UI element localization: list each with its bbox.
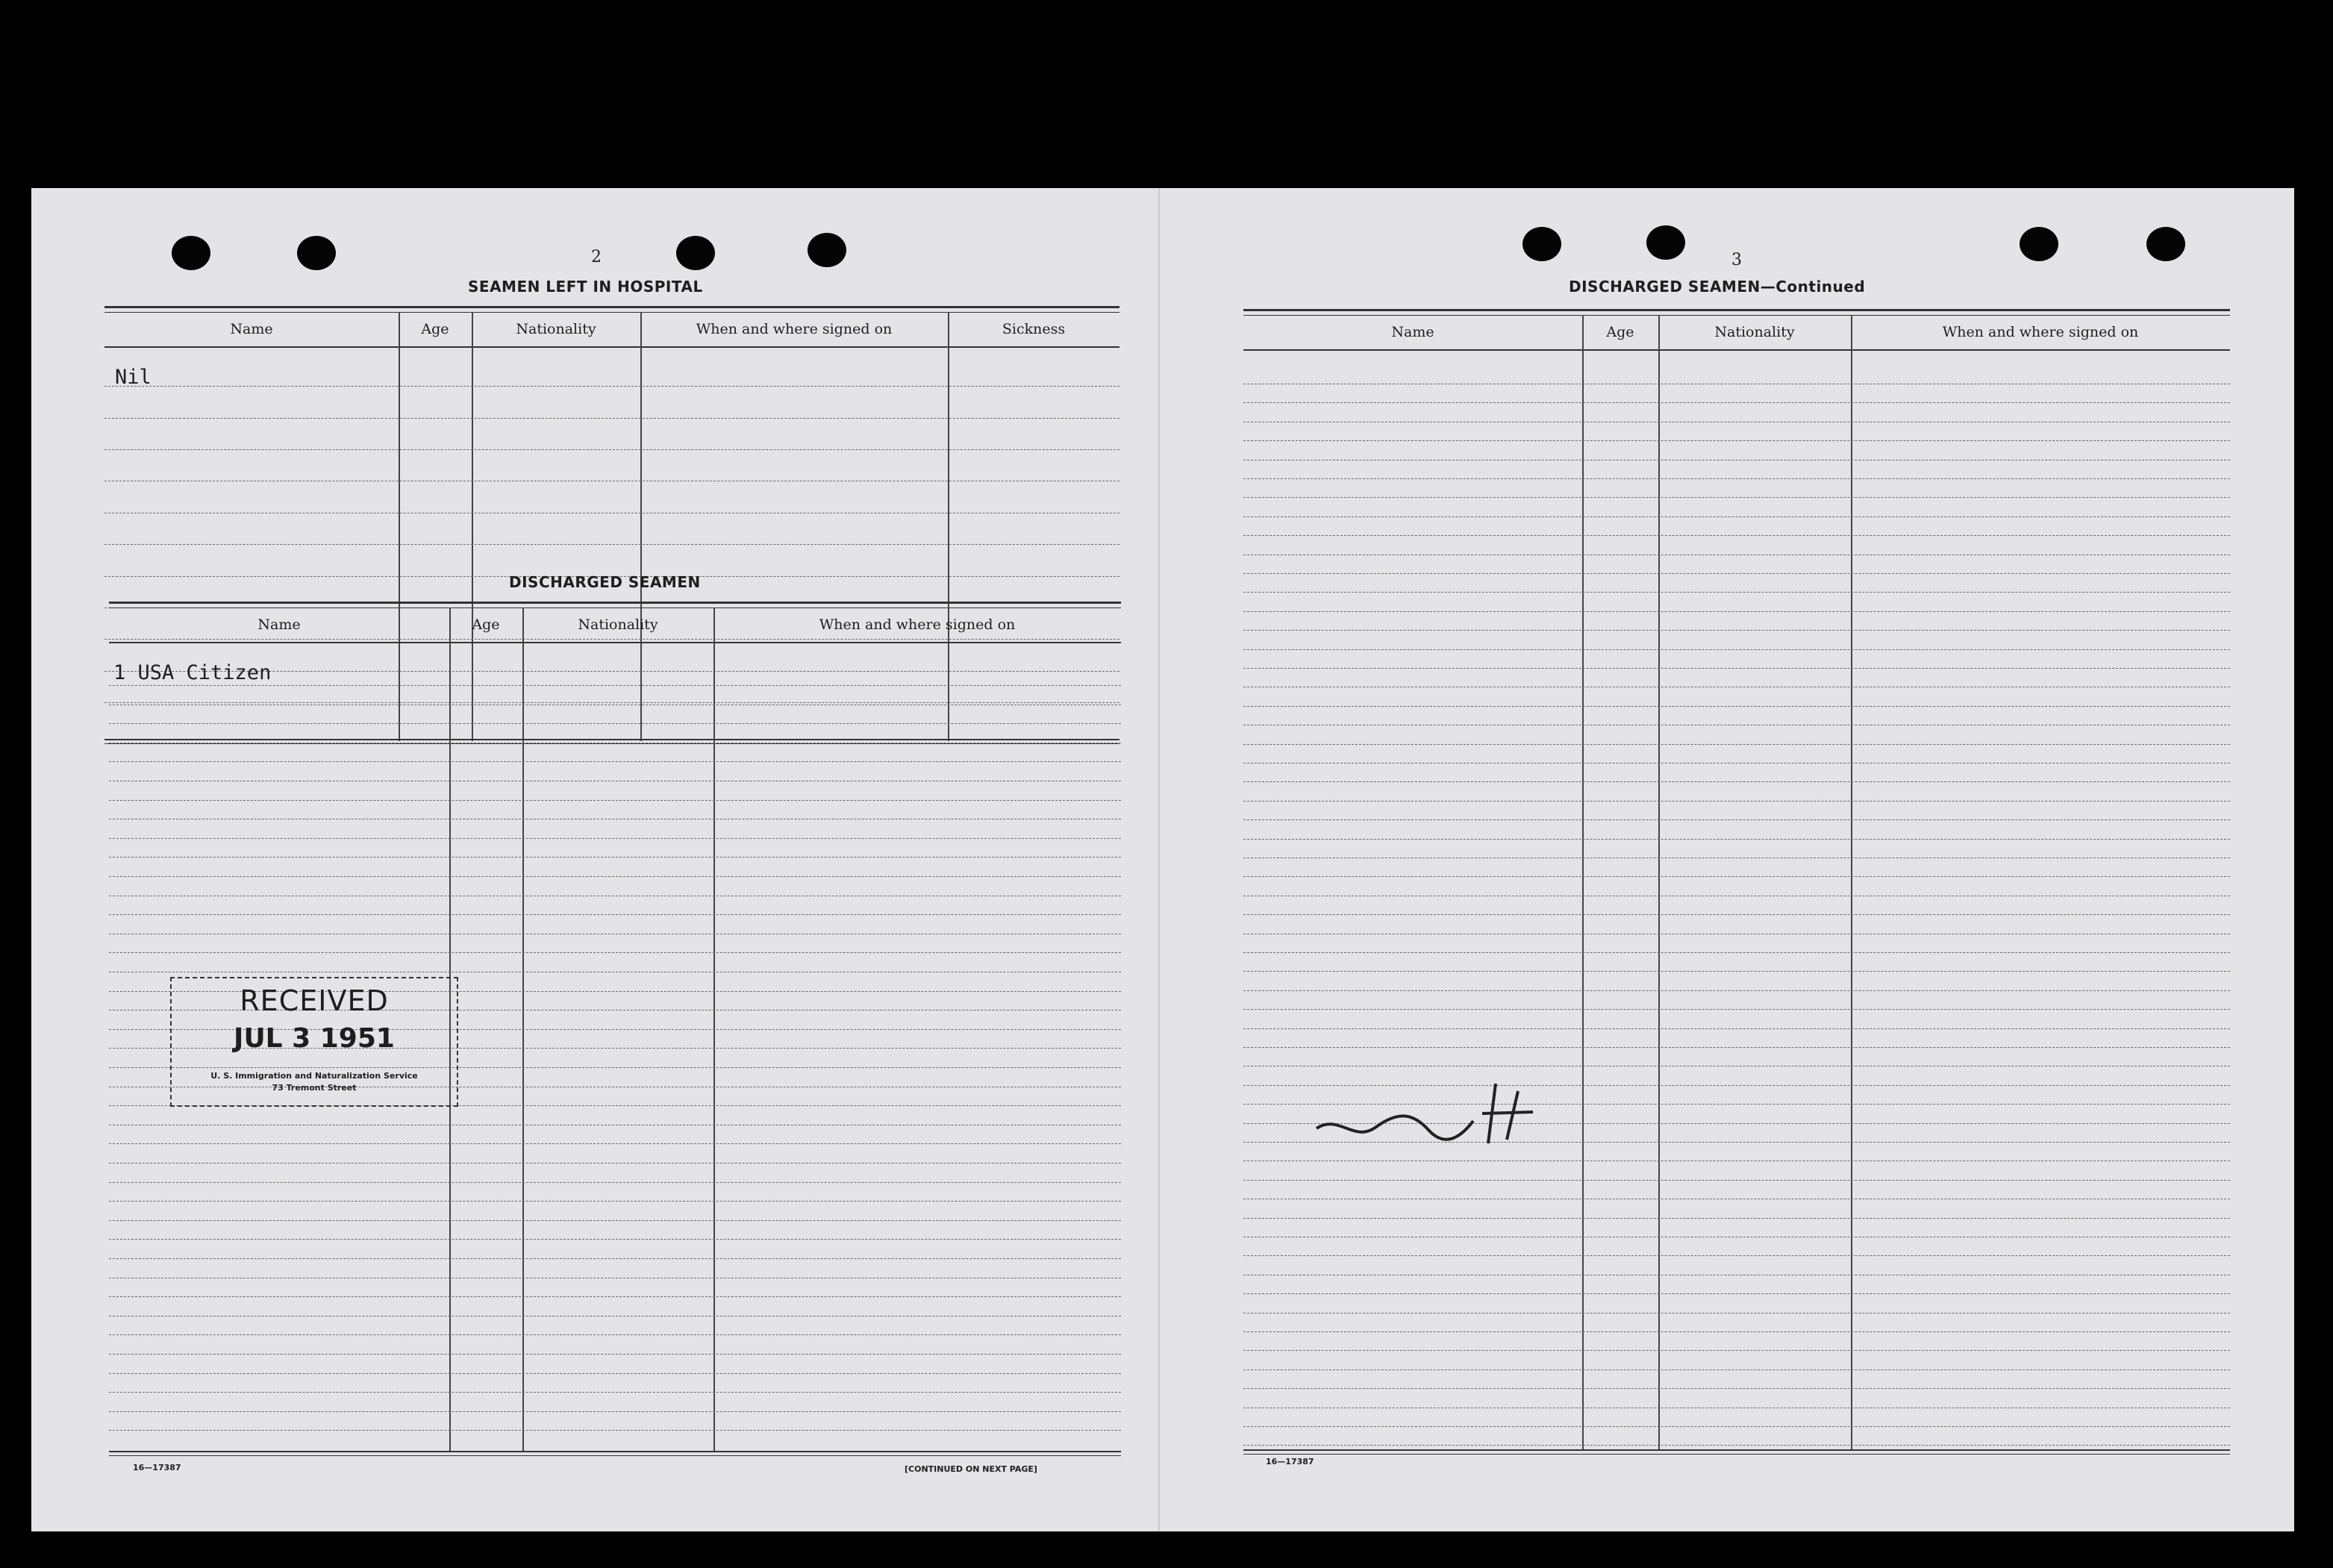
ruled-line — [1243, 876, 2230, 877]
ruled-line — [1243, 990, 2230, 991]
ruled-line — [1243, 1047, 2230, 1048]
ruled-line — [109, 1143, 1121, 1144]
ruled-line — [109, 1258, 1121, 1259]
ruled-line — [1243, 668, 2230, 669]
col-header-name: Name — [257, 616, 301, 633]
ruled-line — [1243, 819, 2230, 820]
punch-hole — [172, 236, 210, 270]
ruled-line — [1243, 1293, 2230, 1294]
ruled-line — [1243, 535, 2230, 536]
received-stamp — [170, 977, 458, 1107]
punch-hole — [808, 233, 846, 267]
punch-hole — [2146, 227, 2185, 261]
discharged-heading: DISCHARGED SEAMEN — [509, 573, 701, 591]
ruled-line — [1243, 706, 2230, 707]
stamp-date: JUL 3 1951 — [234, 1023, 395, 1054]
col-header-when-where: When and where signed on — [696, 321, 893, 337]
ruled-line — [1243, 1369, 2230, 1370]
ruled-line — [1243, 1313, 2230, 1314]
ruled-line — [1243, 497, 2230, 498]
ruled-line — [1243, 1218, 2230, 1219]
ruled-line — [1243, 516, 2230, 517]
punch-hole — [2020, 227, 2058, 261]
ruled-line — [1243, 1028, 2230, 1029]
ruled-line — [1243, 478, 2230, 479]
ruled-line — [1243, 971, 2230, 972]
ruled-line — [1243, 801, 2230, 802]
ruled-line — [109, 1373, 1121, 1374]
ruled-line — [109, 1411, 1121, 1412]
page-number: 2 — [591, 248, 602, 266]
ruled-line — [109, 1430, 1121, 1431]
ruled-line — [1243, 744, 2230, 745]
ruled-line — [1243, 1009, 2230, 1010]
signature — [1309, 1069, 1608, 1158]
col-header-age: Age — [421, 321, 449, 337]
continued-note: [CONTINUED ON NEXT PAGE] — [905, 1464, 1037, 1474]
ruled-line — [1243, 1255, 2230, 1256]
hospital-entry: Nil — [115, 366, 152, 389]
col-header-when-where: When and where signed on — [819, 616, 1016, 633]
ruled-line — [109, 1296, 1121, 1297]
stamp-title: RECEIVED — [240, 984, 389, 1017]
col-header-nationality: Nationality — [516, 321, 596, 337]
ruled-line — [109, 1334, 1121, 1335]
col-header-name: Name — [230, 321, 273, 337]
col-header-sickness: Sickness — [1002, 321, 1066, 337]
discharged-continued-table — [1243, 309, 2230, 1478]
ruled-line — [109, 914, 1121, 915]
ruled-line — [1243, 952, 2230, 953]
ruled-line — [109, 723, 1121, 724]
ruled-line — [1243, 914, 2230, 915]
form-number: 16—17387 — [1266, 1457, 1314, 1467]
stamp-agency: U. S. Immigration and Naturalization Service — [210, 1071, 418, 1081]
ruled-line — [109, 1201, 1121, 1202]
ruled-line — [109, 952, 1121, 953]
col-header-age: Age — [1606, 324, 1634, 340]
col-header-age: Age — [472, 616, 500, 633]
ruled-line — [1243, 1350, 2230, 1351]
hospital-heading: SEAMEN LEFT IN HOSPITAL — [468, 278, 703, 296]
punch-hole — [297, 236, 336, 270]
ruled-line — [1243, 839, 2230, 840]
ruled-line — [1243, 611, 2230, 612]
ruled-line — [109, 1354, 1121, 1355]
ruled-line — [109, 1239, 1121, 1240]
col-header-nationality: Nationality — [1714, 324, 1795, 340]
discharged-continued-heading: DISCHARGED SEAMEN—Continued — [1569, 278, 1866, 296]
ruled-line — [1243, 649, 2230, 650]
page-number: 3 — [1731, 251, 1742, 269]
ruled-line — [109, 876, 1121, 877]
ruled-line — [1243, 1331, 2230, 1332]
ruled-line — [1243, 781, 2230, 782]
ruled-line — [109, 838, 1121, 839]
ruled-line — [109, 761, 1121, 762]
ruled-line — [109, 1182, 1121, 1183]
ruled-line — [109, 857, 1121, 858]
right-page — [1158, 188, 2294, 1531]
ruled-line — [1243, 440, 2230, 441]
ruled-line — [109, 800, 1121, 801]
form-number: 16—17387 — [133, 1463, 181, 1472]
ruled-line — [109, 1220, 1121, 1221]
ruled-line — [1243, 630, 2230, 631]
discharged-entry: 1 USA Citizen — [113, 661, 272, 684]
ruled-line — [1243, 402, 2230, 403]
col-header-when-where: When and where signed on — [1942, 324, 2139, 340]
ruled-line — [1243, 1445, 2230, 1446]
ruled-line — [1243, 1426, 2230, 1427]
ruled-line — [109, 1392, 1121, 1393]
ruled-line — [1243, 592, 2230, 593]
punch-hole — [1646, 225, 1685, 260]
ruled-line — [109, 685, 1121, 686]
col-header-nationality: Nationality — [578, 616, 658, 633]
left-page — [31, 188, 1158, 1531]
punch-hole — [1522, 227, 1561, 261]
col-header-name: Name — [1391, 324, 1434, 340]
ruled-line — [1243, 573, 2230, 574]
ruled-line — [1243, 1180, 2230, 1181]
punch-hole — [676, 236, 715, 270]
ruled-line — [1243, 1388, 2230, 1389]
stamp-address: 73 Tremont Street — [272, 1083, 357, 1093]
